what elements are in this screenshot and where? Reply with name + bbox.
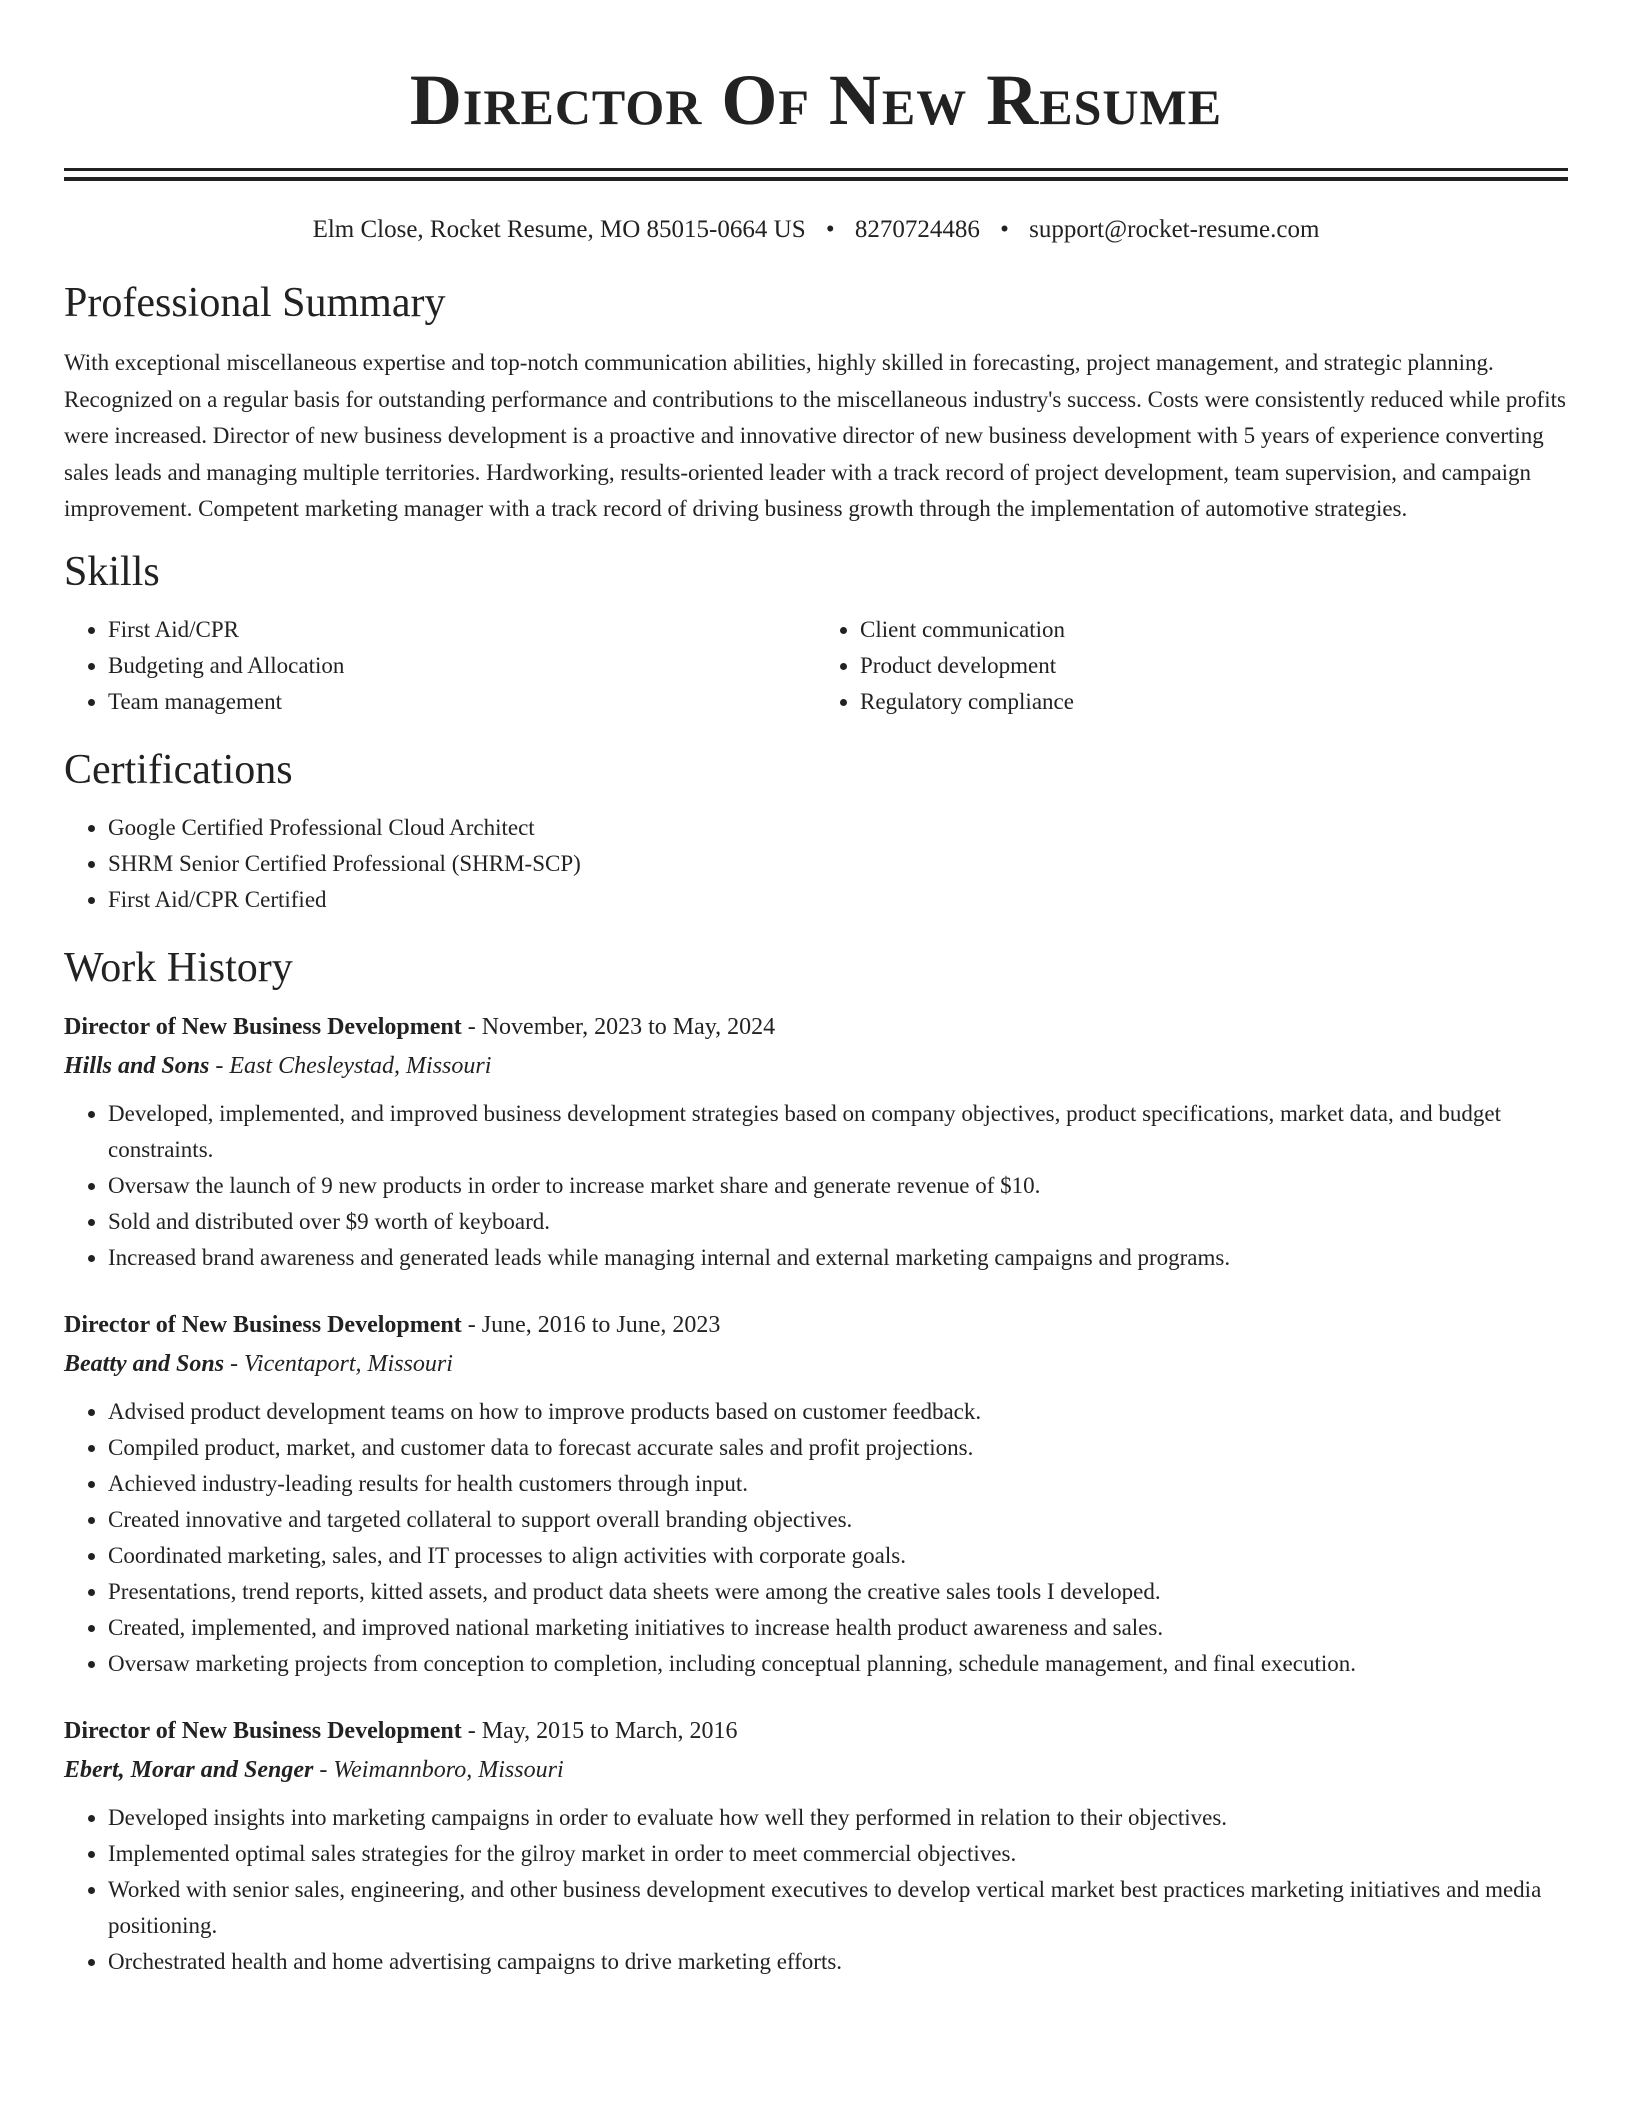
skill-item: • Budgeting and Allocation: [108, 648, 816, 684]
job-bullets: [64, 1394, 1568, 1682]
certifications-list: [64, 810, 1568, 918]
job-title: Director of New Business Development: [64, 1311, 462, 1338]
header-divider: [64, 168, 1568, 181]
job-entry: [64, 1306, 1568, 1682]
job-title-line: [64, 1306, 1568, 1345]
job-bullets: [64, 1096, 1568, 1276]
job-bullet: • Coordinated marketing, sales, and IT processes to align activities with corporate goals.: [108, 1538, 1568, 1574]
skills-list: [64, 612, 1568, 720]
certification-item: • Google Certified Professional Cloud Architect: [108, 810, 1568, 846]
skills-column-right: [816, 612, 1568, 720]
job-entry: [64, 1008, 1568, 1276]
summary-text: With exceptional miscellaneous expertise and top-notch communication abilities, highly skilled in forecasting, project management, and strategic planning. Recognized on a regular basis for outstanding performance and contributions to the miscellaneous industry's success. Costs were consistently reduced while profits were increased. Director of new business development is a proactive and innovative director of new business development with 5 years of experience converting sales leads and managing multiple territories. Hardworking, results-oriented leader with a track record of project development, team supervision, and campaign improvement. Competent marketing manager with a track record of driving business growth through the implementation of automotive strategies.: [64, 350, 1566, 521]
work-history-heading: Work History: [64, 944, 293, 991]
summary-heading: Professional Summary: [64, 280, 446, 326]
skill-item: • First Aid/CPR: [108, 612, 816, 648]
contact-email[interactable]: support@rocket-resume.com: [1029, 216, 1320, 243]
job-company-line: [64, 1751, 1568, 1790]
job-dates: - June, 2016 to June, 2023: [461, 1311, 721, 1338]
job-bullet: • Advised product development teams on how to improve products based on customer feedback.: [108, 1394, 1568, 1430]
job-company: Ebert, Morar and Senger: [64, 1756, 314, 1783]
contact-separator: •: [825, 216, 835, 243]
skill-item: • Team management: [108, 684, 816, 720]
skill-item: • Product development: [860, 648, 1568, 684]
job-location: - Weimannboro, Missouri: [313, 1756, 564, 1783]
job-bullet: • Compiled product, market, and customer data to forecast accurate sales and profit projections.: [108, 1430, 1568, 1466]
job-title: Director of New Business Development: [64, 1013, 462, 1040]
job-bullet: • Oversaw the launch of 9 new products in order to increase market share and generate revenue of $10.: [108, 1168, 1568, 1204]
job-company-line: [64, 1047, 1568, 1086]
job-bullet: • Oversaw marketing projects from conception to completion, including conceptual planning, schedule management, and final execution.: [108, 1646, 1568, 1682]
job-bullet: • Worked with senior sales, engineering, and other business development executives to develop vertical market best practices marketing initiatives and media positioning.: [108, 1872, 1568, 1944]
job-dates: - November, 2023 to May, 2024: [461, 1013, 776, 1040]
job-bullet: • Presentations, trend reports, kitted assets, and product data sheets were among the creative sales tools I developed.: [108, 1574, 1568, 1610]
job-bullet: • Developed, implemented, and improved business development strategies based on company objectives, product specifications, market data, and budget constraints.: [108, 1096, 1568, 1168]
job-company-line: [64, 1345, 1568, 1384]
certification-item: • SHRM Senior Certified Professional (SHRM-SCP): [108, 846, 1568, 882]
job-bullet: • Developed insights into marketing campaigns in order to evaluate how well they performed in relation to their objectives.: [108, 1800, 1568, 1836]
job-location: - Vicentaport, Missouri: [224, 1350, 453, 1377]
job-title-line: [64, 1712, 1568, 1751]
contact-separator: •: [1000, 216, 1009, 243]
job-bullet: • Created, implemented, and improved national marketing initiatives to increase health product awareness and sales.: [108, 1610, 1568, 1646]
job-location: - East Chesleystad, Missouri: [209, 1052, 492, 1079]
job-dates: - May, 2015 to March, 2016: [461, 1717, 738, 1744]
job-bullets: [64, 1800, 1568, 1980]
certification-item: • First Aid/CPR Certified: [108, 882, 1568, 918]
job-bullet: • Implemented optimal sales strategies for the gilroy market in order to meet commercial objectives.: [108, 1836, 1568, 1872]
skills-column-left: [64, 612, 816, 720]
job-title: Director of New Business Development: [64, 1717, 462, 1744]
job-entry: [64, 1712, 1568, 1980]
skills-heading: Skills: [64, 548, 160, 595]
resume-name: Director Of New Resume: [409, 60, 1223, 140]
certifications-heading: Certifications: [64, 746, 293, 793]
job-company: Beatty and Sons: [64, 1350, 225, 1377]
contact-phone: 8270724486: [854, 216, 980, 243]
job-bullet: • Increased brand awareness and generated leads while managing internal and external marketing campaigns and programs.: [108, 1240, 1568, 1276]
skill-item: • Client communication: [860, 612, 1568, 648]
skill-item: • Regulatory compliance: [860, 684, 1568, 720]
job-bullet: • Created innovative and targeted collateral to support overall branding objectives.: [108, 1502, 1568, 1538]
contact-line: [64, 213, 1568, 247]
job-bullet: • Achieved industry-leading results for health customers through input.: [108, 1466, 1568, 1502]
contact-address: Elm Close, Rocket Resume, MO 85015-0664 US: [312, 216, 806, 243]
job-bullet: • Sold and distributed over $9 worth of keyboard.: [108, 1204, 1568, 1240]
job-title-line: [64, 1008, 1568, 1047]
job-company: Hills and Sons: [64, 1052, 210, 1079]
job-bullet: • Orchestrated health and home advertising campaigns to drive marketing efforts.: [108, 1944, 1568, 1980]
